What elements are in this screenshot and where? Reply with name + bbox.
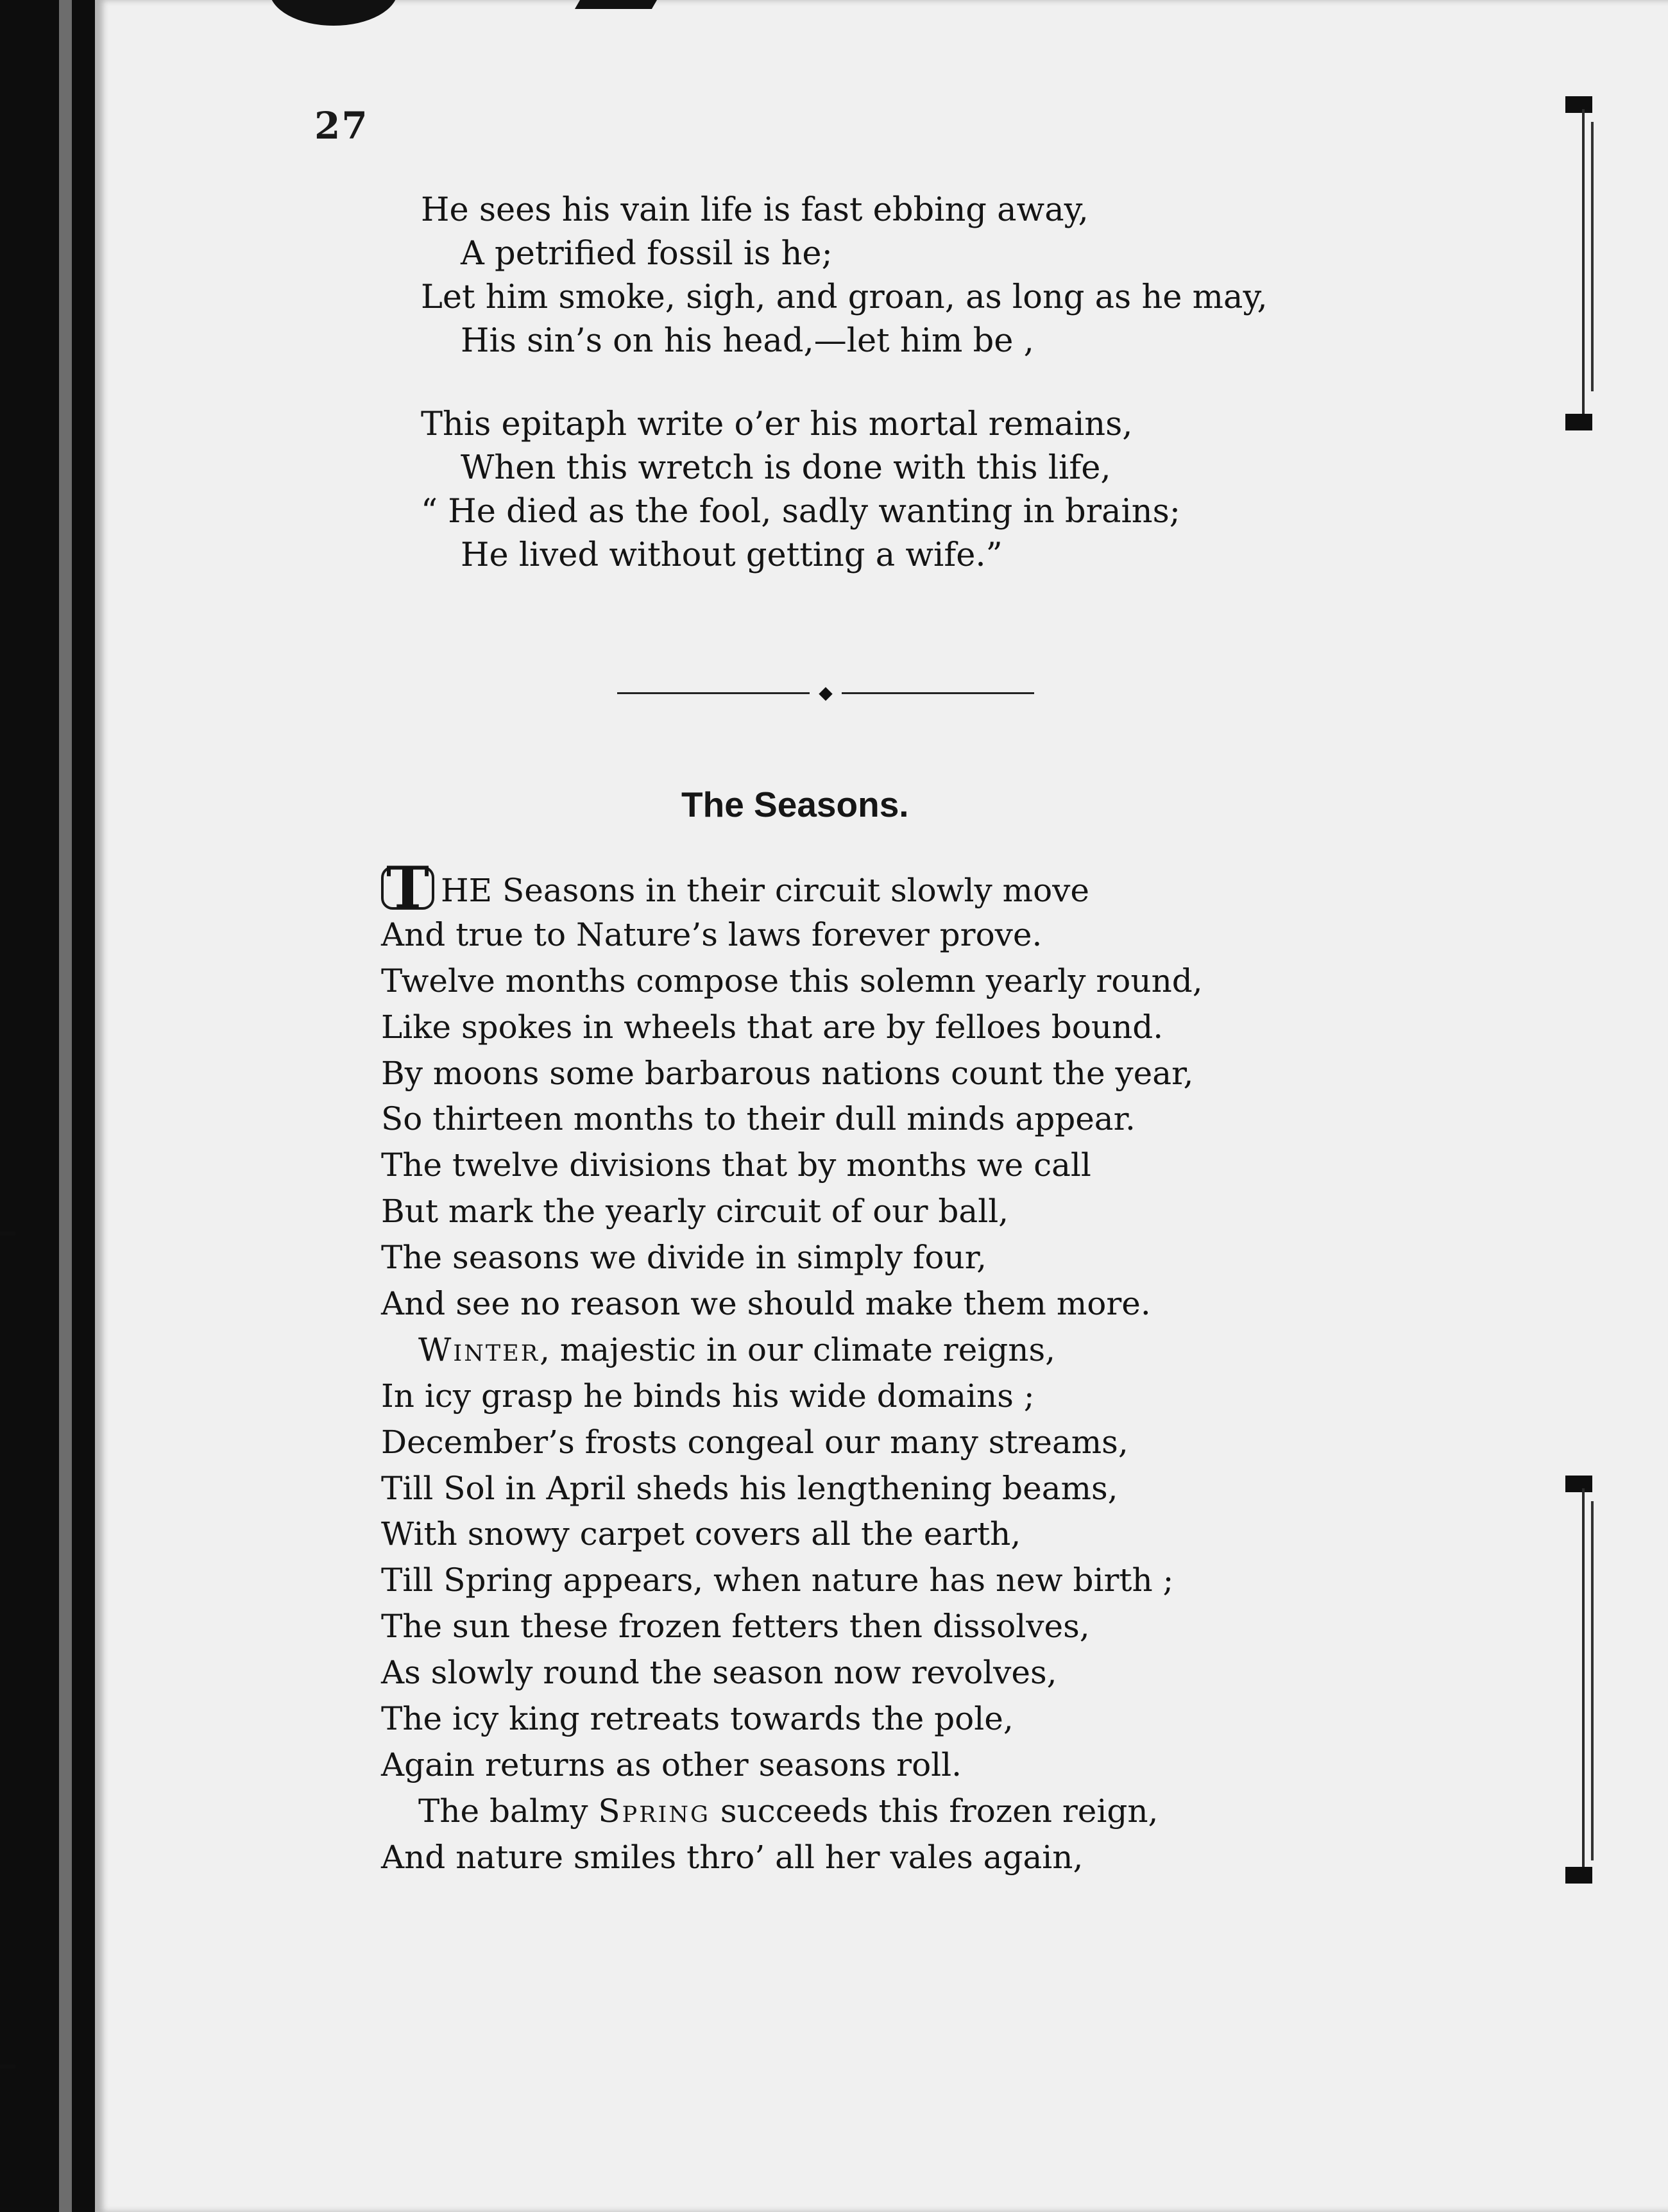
poem-line: December’s frosts congeal our many streams, bbox=[381, 1423, 1128, 1461]
ink-mark bbox=[575, 0, 657, 9]
drop-cap: T bbox=[381, 866, 434, 910]
poem-line: Till Sol in April sheds his lengthening beams, bbox=[381, 1469, 1118, 1507]
spring-line-pre: The balmy bbox=[418, 1792, 599, 1830]
poem-line: Till Spring appears, when nature has new birth ; bbox=[381, 1561, 1174, 1599]
divider-rule-left bbox=[617, 692, 810, 694]
spring-line-text: succeeds this frozen reign, bbox=[710, 1792, 1159, 1830]
poem-line: Again returns as other seasons roll. bbox=[381, 1746, 962, 1783]
poem-line: “ He died as the fool, sadly wanting in brains; bbox=[421, 493, 1180, 531]
divider-ornament: ◆ bbox=[819, 682, 833, 703]
poem-line: The icy king retreats towards the pole, bbox=[381, 1700, 1014, 1738]
poem-line: This epitaph write o’er his mortal remains, bbox=[421, 405, 1133, 443]
poem-line: As slowly round the season now revolves, bbox=[381, 1654, 1057, 1692]
poem-line bbox=[381, 1789, 1203, 1835]
poem-line: His sin’s on his head,—let him be , bbox=[461, 322, 1034, 360]
poem-line: A petrified fossil is he; bbox=[461, 235, 833, 273]
poem-line: When this wretch is done with this life, bbox=[461, 449, 1111, 487]
stanza-1 bbox=[421, 189, 1268, 363]
poem-line bbox=[381, 854, 1203, 922]
poem-line: In icy grasp he binds his wide domains ; bbox=[381, 1377, 1035, 1415]
poem-line: And true to Nature’s laws forever prove. bbox=[381, 915, 1042, 953]
poem-title: The Seasons. bbox=[681, 785, 909, 824]
poem-line: Twelve months compose this solemn yearly round, bbox=[381, 962, 1203, 1000]
poem-line: The twelve divisions that by months we call bbox=[381, 1146, 1091, 1184]
poem-line: And see no reason we should make them more. bbox=[381, 1285, 1151, 1323]
poem-line: The seasons we divide in simply four, bbox=[381, 1239, 987, 1277]
season-name-spring: Spring bbox=[598, 1792, 710, 1830]
poem-line: The sun these frozen fetters then dissolves, bbox=[381, 1608, 1090, 1646]
stanza-2 bbox=[421, 403, 1180, 577]
scan-edge-mark bbox=[0, 2064, 15, 2068]
poem-line: He lived without getting a wife.” bbox=[461, 536, 1003, 574]
poem-line: He sees his vain life is fast ebbing away, bbox=[421, 191, 1089, 229]
poem-line: And nature smiles thro’ all her vales again, bbox=[381, 1838, 1084, 1876]
first-line-text: HE Seasons in their circuit slowly move bbox=[440, 872, 1090, 909]
scan-edge-mark bbox=[0, 1232, 15, 1236]
page-number: 27 bbox=[314, 104, 369, 148]
poem-line: With snowy carpet covers all the earth, bbox=[381, 1515, 1021, 1553]
divider-rule-right bbox=[842, 692, 1034, 694]
poem-line: By moons some barbarous nations count the year, bbox=[381, 1054, 1194, 1092]
poem-line bbox=[381, 1327, 1203, 1374]
season-name-winter: Winter bbox=[418, 1331, 540, 1368]
scan-border-left bbox=[0, 0, 95, 2212]
poem-line: Let him smoke, sigh, and groan, as long as he may, bbox=[421, 278, 1268, 316]
poem-line: But mark the yearly circuit of our ball, bbox=[381, 1193, 1009, 1230]
poem-line: So thirteen months to their dull minds appear. bbox=[381, 1100, 1136, 1138]
poem-line: Like spokes in wheels that are by felloes bound. bbox=[381, 1008, 1164, 1046]
section-divider bbox=[617, 682, 1034, 703]
seasons-poem bbox=[381, 854, 1203, 1881]
winter-line-text: , majestic in our climate reigns, bbox=[540, 1331, 1056, 1368]
